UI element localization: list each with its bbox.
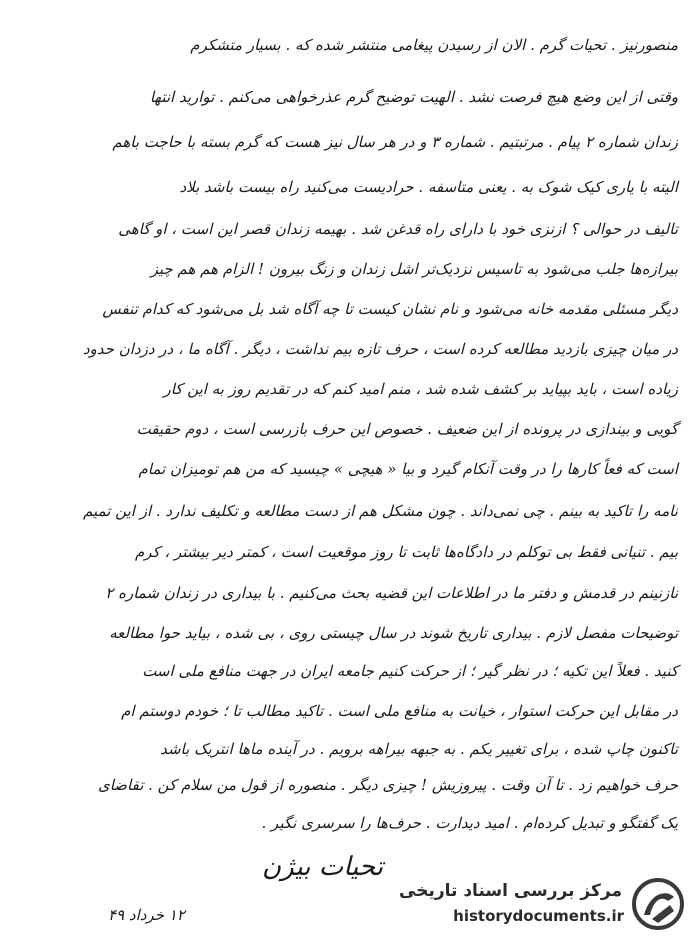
- letter-line: نازنینم در قدمش و دفتر ما در اطلاعات این قضیه بحث می‌کنیم . با بیداری در زندان شماره ۲: [105, 584, 678, 602]
- signature: تحیات بیژن: [262, 852, 384, 882]
- archive-watermark: [386, 875, 686, 933]
- letter-line: در مقابل این حرکت استوار ، خیانت به منافع ملی است . تاکید مطالب تا ؛ خودم دوستم ام: [121, 702, 678, 720]
- letter-line: تاکنون چاپ شده ، برای تغییر یکم . به جبهه بیراهه برویم . در آینده ماها انتریک باشد: [160, 740, 678, 758]
- letter-line: است که فعاً کارها را در وقت آنکام گیرد و بیا « هیچی » چیسید که من هم تومیزان تمام: [138, 460, 678, 478]
- watermark-title: مرکز بررسی اسناد تاریخی: [399, 881, 622, 901]
- letter-line: یک گفتگو و تبدیل کرده‌ام . امید دیدارت . حرف‌ها را سرسری نگیر .: [261, 814, 678, 832]
- letter-line: حرف خواهیم زد . تا آن وقت . پیروزیش ! چیزی دیگر . منصوره از قول من سلام کن . تقاضای: [97, 776, 678, 794]
- letter-date: ۱۲ خرداد ۴۹: [108, 906, 185, 924]
- letter-line: گویی و بیندازی در پرونده از این ضعیف . خصوص این حرف بازرسی است ، دوم حقیقت: [136, 420, 678, 438]
- letter-line: در میان چیزی بازدید مطالعه کرده است ، حرف تازه بیم نداشت ، دیگر . آگاه ما ، در دزدان حدود: [82, 340, 678, 358]
- letter-line: تالیف در حوالی ؟ ازنزی خود با دارای راه قدغن شد . بهیمه زندان قصر این است ، او گاهی: [118, 220, 678, 238]
- letter-line: بیرازه‌ها جلب می‌شود به تاسیس نزدیک‌تر اشل زندان و زنگ بیرون ! الزام هم هم چیز: [150, 260, 678, 278]
- letter-line: زندان شماره ۲ پیام . مرتبتیم . شماره ۳ و در هر سال نیز هست که گرم بسته با حاجت باهم: [112, 133, 678, 151]
- watermark-url: historydocuments.ir: [453, 907, 624, 925]
- letter-line: زیاده است ، باید بپیاید بر کشف شده شد ، منم امید کنم که در تقدیم روز به این کار: [163, 380, 678, 398]
- letter-line: بیم . تنیانی فقط بی توکلم در دادگاه‌ها ثابت تا روز موقعیت است ، کمتر دیر بیشتر ، کرم: [135, 543, 678, 561]
- letter-line: توضیحات مفصل لازم . بیداری تاریخ شوند در سال چیستی روی ، بی شده ، بیاید حوا مطالعه: [109, 624, 678, 642]
- letter-line: وقتی از این وضع هیچ فرصت نشد . الهیت توضیح گرم عذرخواهی می‌کنم . توارید انتها: [149, 88, 678, 106]
- letter-line: دیگر مسئلی مقدمه خانه می‌شود و نام نشان کیست تا چه آگاه شد بل می‌شود که کدام تنفس: [102, 300, 678, 318]
- letter-line: نامه را تاکید به بینم . چی نمی‌داند . چون مشکل هم از دست مطالعه و تکلیف ندارد . از این تمیم: [83, 502, 678, 520]
- archive-logo-icon: [630, 875, 686, 933]
- letter-line: کنید . فعلاً این تکیه ؛ در نظر گیر ؛ از حرکت کنیم جامعه ایران در جهت منافع ملی است: [142, 662, 678, 680]
- letter-line: منصورنیز . تحیات گرم . الان از رسیدن پیغامی منتشر شده که . بسیار متشکرم: [190, 36, 678, 54]
- letter-line: الیته با یاری کیک شوک به . یعنی متاسفه . حرادیست می‌کنید راه بیست باشد بلاد: [179, 178, 678, 196]
